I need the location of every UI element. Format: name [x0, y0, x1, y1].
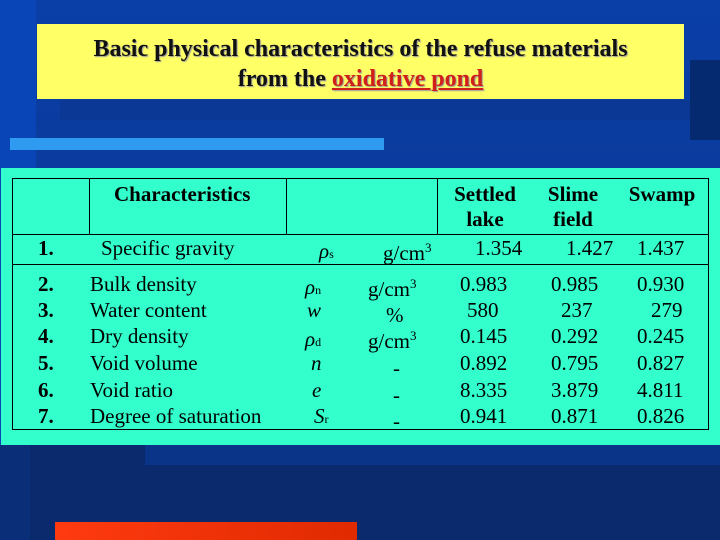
- row-symbol: ρn: [305, 275, 322, 299]
- title-line-2: [37, 64, 684, 94]
- row-characteristic: Degree of saturation: [90, 404, 262, 428]
- header-settled: Settled: [454, 182, 516, 206]
- row-number: 7.: [38, 404, 54, 428]
- row-unit: -: [393, 383, 400, 407]
- value-settled-lake: 580: [467, 298, 499, 322]
- slide-title: [37, 24, 684, 99]
- value-settled-lake: 0.983: [460, 272, 508, 296]
- value-settled-lake: 0.145: [460, 324, 508, 348]
- row-unit: -: [393, 409, 400, 433]
- row-symbol: e: [312, 378, 322, 402]
- table-divider: [437, 178, 438, 234]
- row-divider: [12, 264, 709, 265]
- header-characteristics: Characteristics: [114, 182, 251, 206]
- row-symbol: Sr: [314, 404, 329, 428]
- row-number: 3.: [38, 298, 54, 322]
- row-symbol: w: [307, 298, 322, 322]
- value-swamp: 0.245: [637, 324, 685, 348]
- value-slime-field: 237: [561, 298, 593, 322]
- value-slime-field: 0.985: [551, 272, 599, 296]
- row-unit: $g/cm^3$: [368, 328, 417, 353]
- header-swamp: Swamp: [628, 182, 696, 206]
- value-settled-lake: 0.892: [460, 351, 508, 375]
- title-line-1: Basic physical characteristics of the refuse materials: [93, 36, 628, 62]
- row-characteristic: Specific gravity: [101, 236, 235, 260]
- row-number: 6.: [38, 378, 54, 402]
- row-number: 5.: [38, 351, 54, 375]
- value-slime-field: 1.427: [566, 236, 614, 260]
- row-number: 2.: [38, 272, 54, 296]
- title-highlight: oxidative pond: [331, 66, 484, 92]
- row-characteristic: Void volume: [90, 351, 198, 375]
- title-line-2-prefix: from the: [237, 66, 332, 92]
- row-unit: $g/cm^3$: [383, 240, 432, 265]
- value-slime-field: 0.795: [551, 351, 599, 375]
- row-characteristic: Void ratio: [90, 378, 174, 402]
- value-settled-lake: 8.335: [460, 378, 508, 402]
- bg-band: [60, 100, 720, 120]
- row-symbol: ρs: [319, 239, 334, 263]
- header-field: field: [553, 207, 593, 231]
- header-divider: [12, 234, 709, 235]
- value-swamp: 0.930: [637, 272, 685, 296]
- row-unit: %: [386, 303, 404, 327]
- value-swamp: 4.811: [637, 378, 684, 402]
- table-divider: [89, 178, 90, 234]
- row-characteristic: Water content: [90, 298, 207, 322]
- value-swamp: 0.827: [637, 351, 685, 375]
- row-symbol: n: [311, 351, 322, 375]
- bg-band-bottom: [145, 445, 720, 465]
- row-number: 1.: [38, 236, 54, 260]
- row-unit: $g/cm^3$: [368, 276, 417, 301]
- row-symbol: ρd: [305, 327, 322, 351]
- table-divider: [286, 178, 287, 234]
- value-swamp: 279: [651, 298, 683, 322]
- accent-bar-red: [55, 522, 357, 540]
- header-slime: Slime: [547, 182, 599, 206]
- value-slime-field: 3.879: [551, 378, 599, 402]
- row-number: 4.: [38, 324, 54, 348]
- value-settled-lake: 0.941: [460, 404, 508, 428]
- bg-block-bottom-left: [0, 445, 30, 540]
- value-settled-lake: 1.354: [475, 236, 523, 260]
- bg-block-right: [690, 60, 720, 140]
- value-swamp: 0.826: [637, 404, 685, 428]
- row-unit: -: [393, 356, 400, 380]
- value-swamp: 1.437: [637, 236, 685, 260]
- accent-bar-blue: [10, 138, 384, 150]
- value-slime-field: 0.871: [551, 404, 599, 428]
- row-characteristic: Bulk density: [90, 272, 197, 296]
- header-lake: lake: [466, 207, 504, 231]
- value-slime-field: 0.292: [551, 324, 599, 348]
- row-characteristic: Dry density: [90, 324, 189, 348]
